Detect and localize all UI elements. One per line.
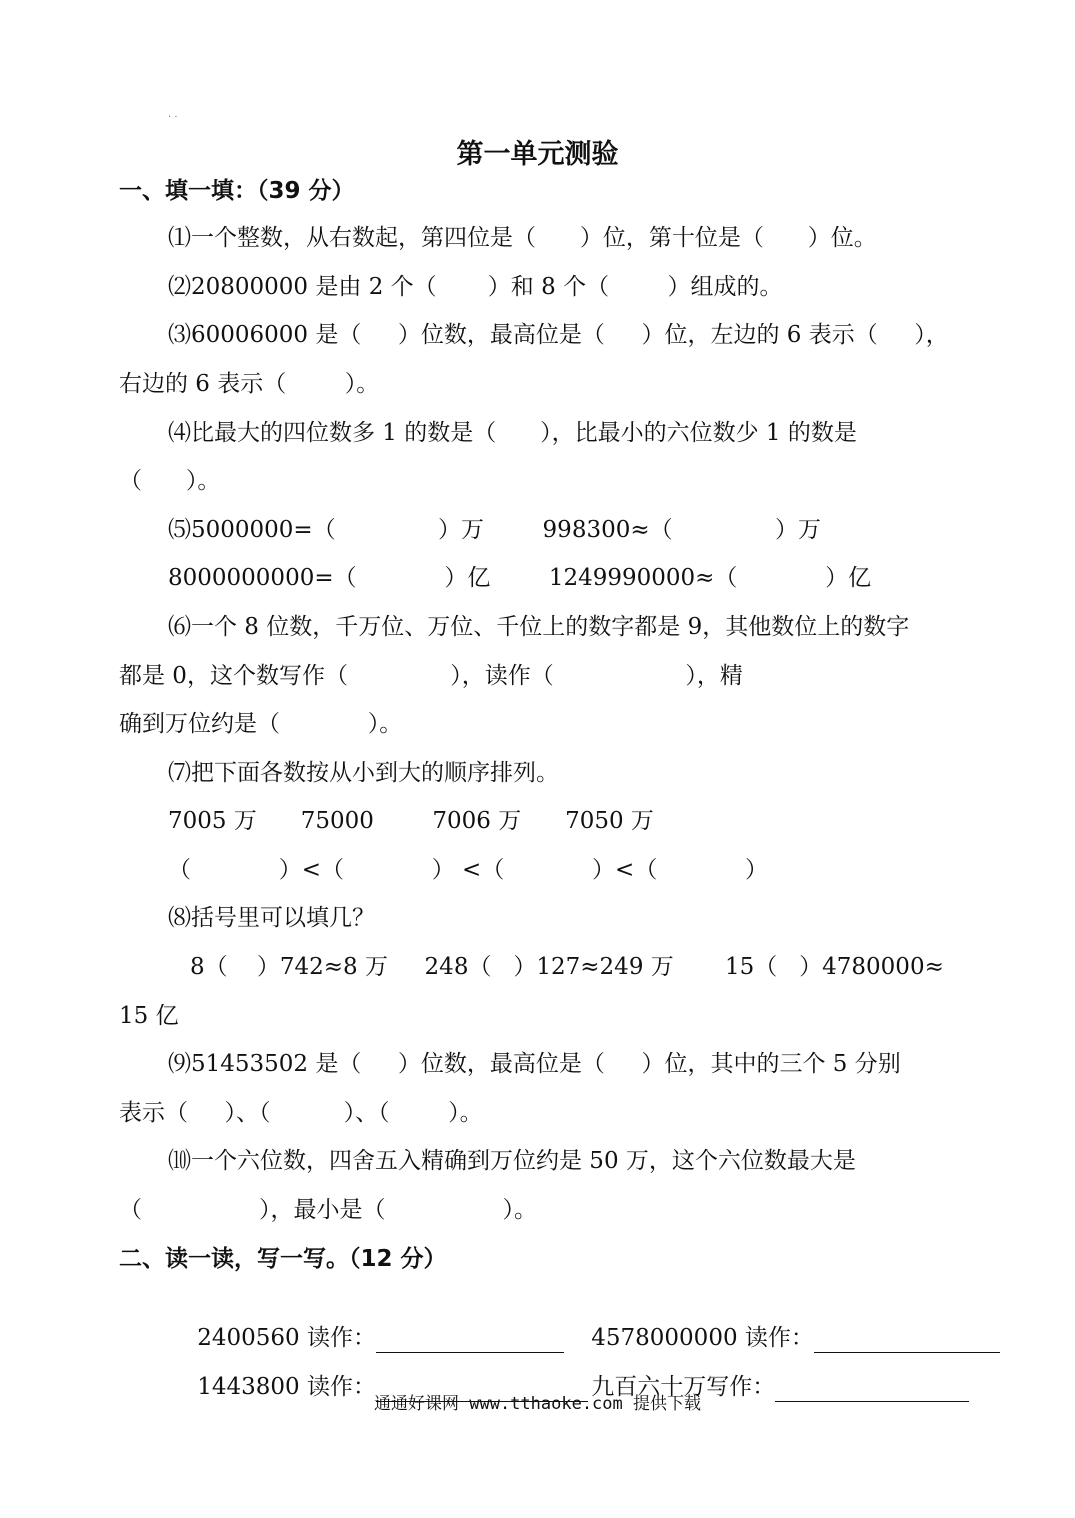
write-item-1-label: 2400560 读作：	[197, 1325, 376, 1351]
question-8: ⑻括号里可以填几？	[168, 905, 375, 931]
write-item-4	[562, 1342, 969, 1432]
question-2: ⑵20800000 是由 2 个（ ）和 8 个（ ）组成的。	[168, 274, 783, 300]
page-title: 第一单元测验	[456, 139, 619, 170]
question-7-numbers: 7005 万 75000 7006 万 7050 万	[168, 808, 654, 834]
section-1-heading: 一、填一填：（39 分）	[119, 178, 355, 204]
question-3: ⑶60006000 是（ ）位数，最高位是（ ）位，左边的 6 表示（ ），	[168, 322, 949, 348]
section-2-heading: 二、读一读，写一写。（12 分）	[119, 1246, 447, 1272]
question-1: ⑴一个整数，从右数起，第四位是（ ）位，第十位是（ ）位。	[168, 225, 877, 251]
write-item-3	[168, 1342, 588, 1432]
question-6: ⑹一个 8 位数，千万位、万位、千位上的数字都是 9，其他数位上的数字	[168, 614, 910, 640]
question-10: ⑽一个六位数，四舍五入精确到万位约是 50 万，这个六位数最大是	[168, 1148, 856, 1174]
write-item-2-label: 4578000000 读作：	[591, 1325, 814, 1351]
question-5-row-2: 8000000000=（ ）亿 1249990000≈（ ）亿	[168, 565, 872, 591]
question-7-order-blanks: （ ）<（ ） <（ ）<（ ）	[168, 857, 769, 883]
question-8-cont: 15 亿	[119, 1003, 179, 1029]
scan-dots: · ·	[168, 112, 178, 123]
question-6-cont-1: 都是 0，这个数写作（ ），读作（ ），精	[119, 663, 743, 689]
question-10-cont: （ ），最小是（ ）。	[119, 1197, 537, 1223]
question-9: ⑼51453502 是（ ）位数，最高位是（ ）位，其中的三个 5 分别	[168, 1051, 901, 1077]
question-4: ⑷比最大的四位数多 1 的数是（ ），比最小的六位数少 1 的数是	[168, 420, 857, 446]
write-item-3-label: 1443800 读作：	[197, 1374, 376, 1400]
download-footer: 通通好课网 www.tthaoke.com 提供下载	[374, 1394, 701, 1414]
question-7: ⑺把下面各数按从小到大的顺序排列。	[168, 760, 559, 786]
question-4-cont: （ ）。	[119, 468, 221, 494]
question-3-cont: 右边的 6 表示（ ）。	[119, 371, 380, 397]
write-item-4-label: 九百六十万写作：	[591, 1374, 776, 1400]
question-9-cont: 表示（ ）、（ ）、（ ）。	[119, 1100, 483, 1126]
question-5-row-1: ⑸5000000=（ ）万 998300≈（ ）万	[168, 517, 821, 543]
question-8-items: 8（ ）742≈8 万 248（ ）127≈249 万 15（ ）4780000≈	[190, 954, 944, 980]
question-6-cont-2: 确到万位约是（ ）。	[119, 711, 403, 737]
